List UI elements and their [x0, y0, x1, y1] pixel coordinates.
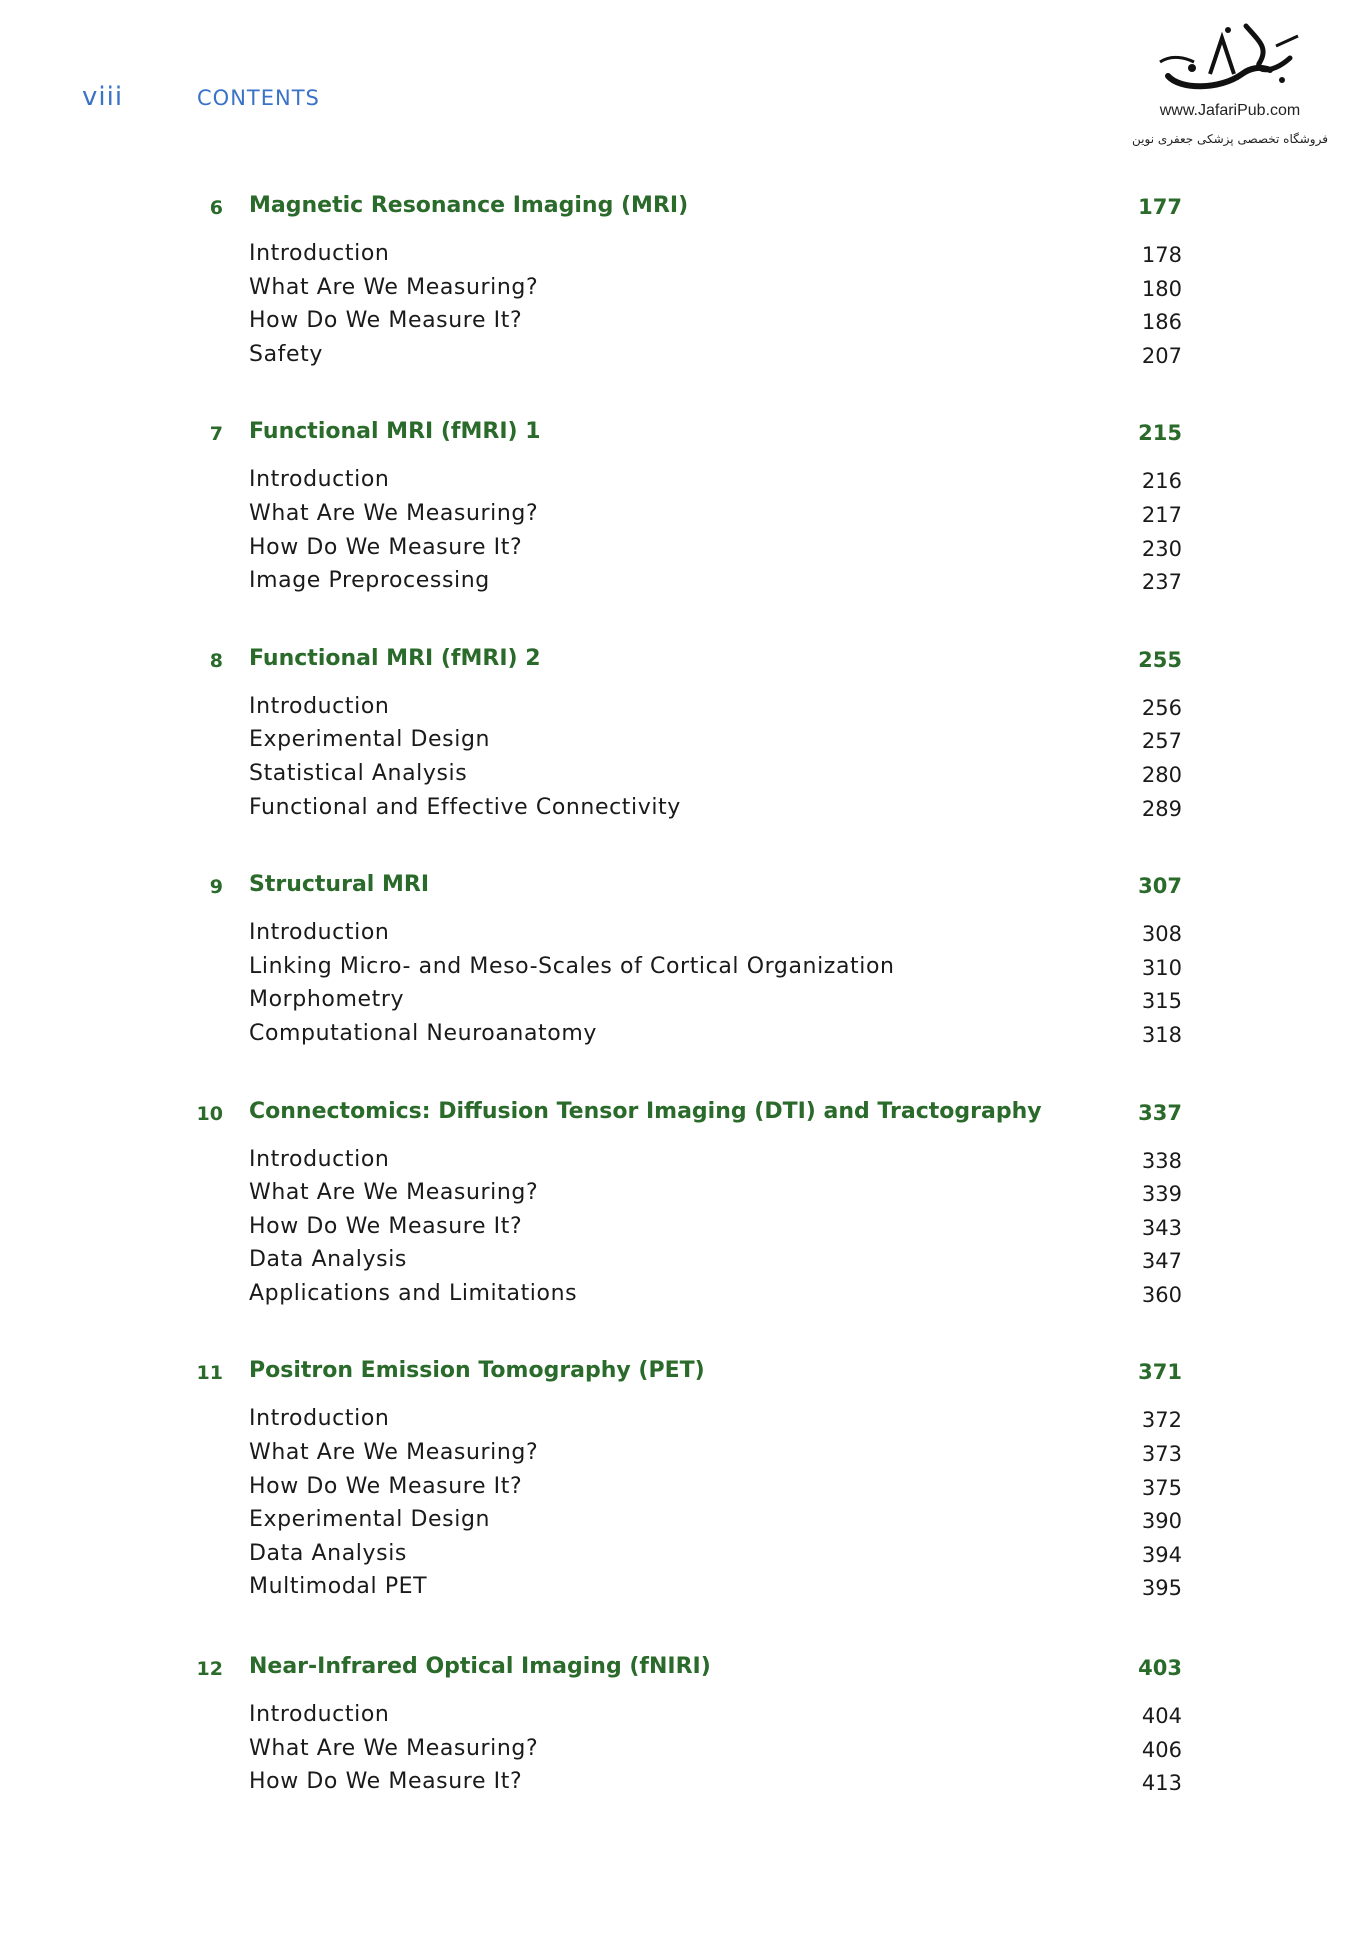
section-entry[interactable] — [0, 795, 1371, 829]
chapter-number: 6 — [209, 197, 223, 219]
section-page-number: 180 — [1141, 276, 1182, 301]
chapter-heading[interactable] — [0, 193, 1371, 227]
section-entry[interactable] — [0, 1474, 1371, 1508]
section-page-number: 406 — [1141, 1737, 1182, 1762]
section-page-number: 373 — [1141, 1442, 1182, 1467]
logo-url: www.JafariPub.com — [1159, 102, 1301, 119]
section-entry[interactable] — [0, 1281, 1371, 1315]
publisher-logo — [1115, 18, 1345, 158]
section-page-number: 237 — [1141, 570, 1182, 595]
section-title: Introduction — [249, 1406, 390, 1432]
section-page-number: 360 — [1141, 1282, 1182, 1307]
section-entry[interactable] — [0, 1736, 1371, 1770]
section-page-number: 315 — [1141, 989, 1182, 1014]
section-page-number: 308 — [1141, 922, 1182, 947]
section-page-number: 343 — [1141, 1215, 1182, 1240]
section-entry[interactable] — [0, 920, 1371, 954]
section-title: What Are We Measuring? — [249, 1440, 539, 1466]
section-page-number: 339 — [1141, 1182, 1182, 1207]
page-number: viii — [82, 82, 124, 112]
section-list — [0, 467, 1371, 601]
chapter-number: 7 — [209, 423, 223, 446]
section-page-number: 217 — [1141, 502, 1182, 527]
chapter-page-number: 403 — [1138, 1656, 1182, 1681]
section-entry[interactable] — [0, 1247, 1371, 1281]
chapter-title: Structural MRI — [249, 872, 430, 898]
section-entry[interactable] — [0, 275, 1371, 309]
chapter-heading[interactable] — [0, 646, 1371, 680]
section-entry[interactable] — [0, 342, 1371, 376]
chapter-number: 9 — [209, 876, 223, 899]
chapter-page-number: 337 — [1138, 1100, 1182, 1125]
chapter-page-number: 255 — [1138, 647, 1182, 672]
chapter-title: Functional MRI (fMRI) 1 — [249, 419, 541, 445]
section-page-number: 404 — [1141, 1704, 1182, 1729]
section-entry[interactable] — [0, 1147, 1371, 1181]
section-entry[interactable] — [0, 1214, 1371, 1248]
section-page-number: 216 — [1141, 469, 1182, 494]
section-entry[interactable] — [0, 1702, 1371, 1736]
section-title: Experimental Design — [249, 727, 491, 753]
section-page-number: 186 — [1141, 310, 1182, 335]
section-entry[interactable] — [0, 1574, 1371, 1608]
section-entry[interactable] — [0, 568, 1371, 602]
section-page-number: 280 — [1141, 762, 1182, 787]
section-title: Introduction — [249, 1702, 390, 1728]
chapter-title: Near-Infrared Optical Imaging (fNIRI) — [249, 1654, 711, 1680]
section-title: Introduction — [249, 241, 390, 266]
chapter-page-number: 215 — [1138, 421, 1182, 446]
section-title: Statistical Analysis — [249, 760, 468, 786]
section-title: Linking Micro- and Meso-Scales of Cortical Organization — [249, 953, 895, 979]
chapter-heading[interactable] — [0, 1358, 1371, 1392]
chapter-page-number: 177 — [1138, 195, 1182, 219]
chapter-heading[interactable] — [0, 1654, 1371, 1688]
section-title: Safety — [249, 341, 323, 367]
section-entry[interactable] — [0, 1180, 1371, 1214]
section-entry[interactable] — [0, 1769, 1371, 1803]
section-title: What Are We Measuring? — [249, 500, 539, 526]
chapter-number: 10 — [196, 1102, 223, 1125]
section-page-number: 338 — [1141, 1148, 1182, 1173]
section-list — [0, 694, 1371, 828]
running-head: CONTENTS — [197, 86, 320, 110]
section-entry[interactable] — [0, 501, 1371, 535]
section-entry[interactable] — [0, 535, 1371, 569]
section-title: How Do We Measure It? — [249, 534, 523, 560]
section-list — [0, 1147, 1371, 1315]
section-page-number: 390 — [1141, 1509, 1182, 1534]
chapter-page-number: 371 — [1138, 1360, 1182, 1385]
section-page-number: 372 — [1141, 1408, 1182, 1433]
chapter-heading[interactable] — [0, 1099, 1371, 1133]
chapter-entry — [0, 1358, 1371, 1608]
chapter-entry — [0, 1654, 1371, 1803]
section-title: Data Analysis — [249, 1247, 407, 1273]
section-page-number: 318 — [1141, 1022, 1182, 1047]
section-entry[interactable] — [0, 1440, 1371, 1474]
section-title: Functional and Effective Connectivity — [249, 794, 681, 820]
section-entry[interactable] — [0, 987, 1371, 1021]
section-entry[interactable] — [0, 1406, 1371, 1440]
section-title: Introduction — [249, 920, 390, 946]
chapter-entry — [0, 872, 1371, 1054]
section-title: Data Analysis — [249, 1540, 407, 1566]
section-title: Computational Neuroanatomy — [249, 1020, 597, 1046]
section-page-number: 347 — [1141, 1249, 1182, 1274]
chapter-title: Connectomics: Diffusion Tensor Imaging (DTI) and Tractography — [249, 1098, 1042, 1124]
chapter-number: 12 — [196, 1658, 223, 1681]
section-page-number: 413 — [1141, 1771, 1182, 1796]
section-page-number: 375 — [1141, 1475, 1182, 1500]
section-title: Image Preprocessing — [249, 568, 490, 594]
section-entry[interactable] — [0, 954, 1371, 988]
chapter-number: 11 — [196, 1362, 223, 1385]
section-page-number: 289 — [1141, 796, 1182, 821]
section-entry[interactable] — [0, 694, 1371, 728]
chapter-heading[interactable] — [0, 872, 1371, 906]
section-entry[interactable] — [0, 727, 1371, 761]
section-list — [0, 1702, 1371, 1803]
section-title: Applications and Limitations — [249, 1280, 578, 1306]
section-title: Multimodal PET — [249, 1574, 428, 1600]
section-list — [0, 1406, 1371, 1608]
section-entry[interactable] — [0, 1021, 1371, 1055]
section-title: Introduction — [249, 693, 390, 719]
section-title: How Do We Measure It? — [249, 1213, 523, 1239]
chapter-title: Positron Emission Tomography (PET) — [249, 1358, 705, 1384]
section-entry[interactable] — [0, 1541, 1371, 1575]
chapter-heading[interactable] — [0, 419, 1371, 453]
chapter-entry — [0, 1099, 1371, 1315]
section-page-number: 394 — [1141, 1542, 1182, 1567]
section-page-number: 310 — [1141, 955, 1182, 980]
chapter-title: Functional MRI (fMRI) 2 — [249, 645, 541, 671]
section-title: How Do We Measure It? — [249, 1473, 523, 1499]
chapter-number: 8 — [209, 649, 223, 672]
chapter-page-number: 307 — [1138, 874, 1182, 899]
section-entry[interactable] — [0, 308, 1371, 342]
section-list — [0, 241, 1371, 375]
section-title: What Are We Measuring? — [249, 274, 539, 300]
section-list — [0, 920, 1371, 1054]
table-of-contents — [0, 193, 1371, 1803]
logo-tagline: فروشگاه تخصصی پزشکی جعفری نوین — [1132, 132, 1328, 146]
section-entry[interactable] — [0, 761, 1371, 795]
section-title: Introduction — [249, 467, 390, 493]
section-title: Morphometry — [249, 987, 405, 1013]
chapter-title: Magnetic Resonance Imaging (MRI) — [249, 193, 689, 218]
section-title: What Are We Measuring? — [249, 1735, 539, 1761]
section-title: How Do We Measure It? — [249, 1769, 523, 1795]
calligraphy-logo-icon — [1150, 18, 1310, 100]
chapter-entry — [0, 419, 1371, 601]
chapter-entry — [0, 193, 1371, 375]
section-title: What Are We Measuring? — [249, 1180, 539, 1206]
section-title: How Do We Measure It? — [249, 308, 523, 334]
section-page-number: 207 — [1141, 343, 1182, 368]
section-page-number: 395 — [1141, 1576, 1182, 1601]
section-entry[interactable] — [0, 241, 1371, 275]
section-page-number: 230 — [1141, 536, 1182, 561]
section-title: Introduction — [249, 1146, 390, 1172]
chapter-entry — [0, 646, 1371, 828]
section-title: Experimental Design — [249, 1507, 491, 1533]
section-page-number: 257 — [1141, 729, 1182, 754]
section-entry[interactable] — [0, 1507, 1371, 1541]
section-page-number: 178 — [1141, 243, 1182, 267]
section-entry[interactable] — [0, 467, 1371, 501]
section-page-number: 256 — [1141, 695, 1182, 720]
